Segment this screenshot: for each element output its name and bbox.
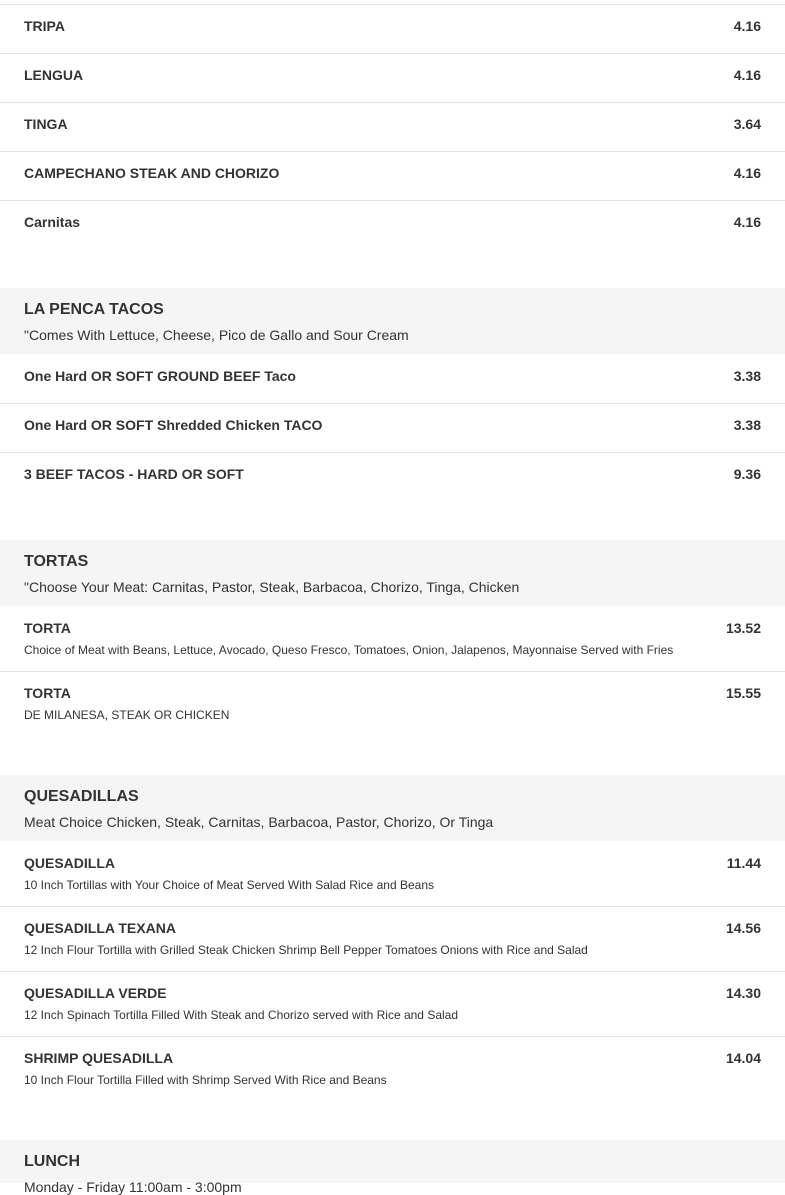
- menu-item-price: 9.36: [733, 466, 761, 482]
- menu-item-price: 14.30: [725, 985, 761, 1001]
- menu-item-torta-milanesa[interactable]: [0, 672, 785, 737]
- menu-item-carnitas[interactable]: [0, 201, 785, 250]
- menu-item-name: TRIPA: [24, 18, 65, 34]
- menu-item-price: 14.56: [725, 920, 761, 936]
- menu-item-name: 3 BEEF TACOS - HARD OR SOFT: [24, 466, 244, 482]
- menu-item-name: TORTA: [24, 685, 71, 701]
- section-subtitle: Meat Choice Chicken, Steak, Carnitas, Barbacoa, Pastor, Chorizo, Or Tinga: [24, 814, 494, 830]
- section-title: TORTAS: [24, 553, 89, 570]
- menu-item-tinga[interactable]: [0, 103, 785, 152]
- section-title: QUESADILLAS: [24, 788, 139, 805]
- menu-item-name: QUESADILLA: [24, 855, 115, 871]
- menu-item-name: QUESADILLA TEXANA: [24, 920, 176, 936]
- menu-item-price: 4.16: [733, 214, 761, 230]
- section-subtitle: Monday - Friday 11:00am - 3:00pm: [24, 1179, 242, 1195]
- section-subtitle: "Comes With Lettuce, Cheese, Pico de Gallo and Sour Cream: [24, 327, 409, 343]
- menu-item-name: CAMPECHANO STEAK AND CHORIZO: [24, 165, 280, 181]
- section-header-quesadillas: [0, 775, 785, 841]
- section-header-lunch: [0, 1140, 785, 1195]
- menu-item-name: One Hard OR SOFT Shredded Chicken TACO: [24, 417, 323, 433]
- menu-item-name: SHRIMP QUESADILLA: [24, 1050, 174, 1066]
- menu-item-name: TORTA: [24, 620, 71, 636]
- menu-item-description: Choice of Meat with Beans, Lettuce, Avocado, Queso Fresco, Tomatoes, Onion, Jalapenos, Mayonnaise Served with Fries: [24, 643, 674, 657]
- section-title: LA PENCA TACOS: [24, 301, 164, 318]
- menu-item-quesadilla[interactable]: [0, 842, 785, 907]
- menu-item-name: QUESADILLA VERDE: [24, 985, 167, 1001]
- menu-item-lengua[interactable]: [0, 54, 785, 103]
- menu-item-name: LENGUA: [24, 67, 84, 83]
- menu-item-quesadilla-texana[interactable]: [0, 907, 785, 972]
- menu-item-quesadilla-verde[interactable]: [0, 972, 785, 1037]
- menu-item-name: Carnitas: [24, 214, 81, 230]
- menu-item-price: 13.52: [725, 620, 761, 636]
- menu-item-torta[interactable]: [0, 607, 785, 672]
- menu-item-3-beef-tacos[interactable]: [0, 453, 785, 502]
- menu-item-price: 3.38: [733, 368, 761, 384]
- menu-item-price: 3.64: [733, 116, 761, 132]
- menu-item-price: 4.16: [733, 18, 761, 34]
- menu-item-price: 4.16: [733, 165, 761, 181]
- section-header-tortas: [0, 540, 785, 606]
- menu-item-price: 11.44: [726, 855, 761, 871]
- menu-item-price: 14.04: [725, 1050, 761, 1066]
- menu-item-tripa[interactable]: [0, 5, 785, 54]
- menu-item-name: TINGA: [24, 116, 68, 132]
- menu-item-campechano[interactable]: [0, 152, 785, 201]
- section-subtitle: "Choose Your Meat: Carnitas, Pastor, Steak, Barbacoa, Chorizo, Tinga, Chicken: [24, 579, 520, 595]
- menu-item-description: 12 Inch Flour Tortilla with Grilled Steak Chicken Shrimp Bell Pepper Tomatoes Onions with Rice and Salad: [24, 943, 588, 957]
- menu-item-ground-beef-taco[interactable]: [0, 355, 785, 404]
- menu-item-shredded-chicken-taco[interactable]: [0, 404, 785, 453]
- menu-item-description: 10 Inch Flour Tortilla Filled with Shrimp Served With Rice and Beans: [24, 1073, 387, 1087]
- section-title: LUNCH: [24, 1153, 80, 1170]
- menu-item-price: 3.38: [733, 417, 761, 433]
- section-header-la-penca-tacos: [0, 288, 785, 354]
- menu-item-description: DE MILANESA, STEAK OR CHICKEN: [24, 708, 230, 722]
- menu-item-price: 4.16: [733, 67, 761, 83]
- menu-item-description: 10 Inch Tortillas with Your Choice of Meat Served With Salad Rice and Beans: [24, 878, 435, 892]
- menu-item-name: One Hard OR SOFT GROUND BEEF Taco: [24, 368, 296, 384]
- menu-item-price: 15.55: [725, 685, 761, 701]
- menu-item-shrimp-quesadilla[interactable]: [0, 1037, 785, 1102]
- menu-item-description: 12 Inch Spinach Tortilla Filled With Steak and Chorizo served with Rice and Salad: [24, 1008, 459, 1022]
